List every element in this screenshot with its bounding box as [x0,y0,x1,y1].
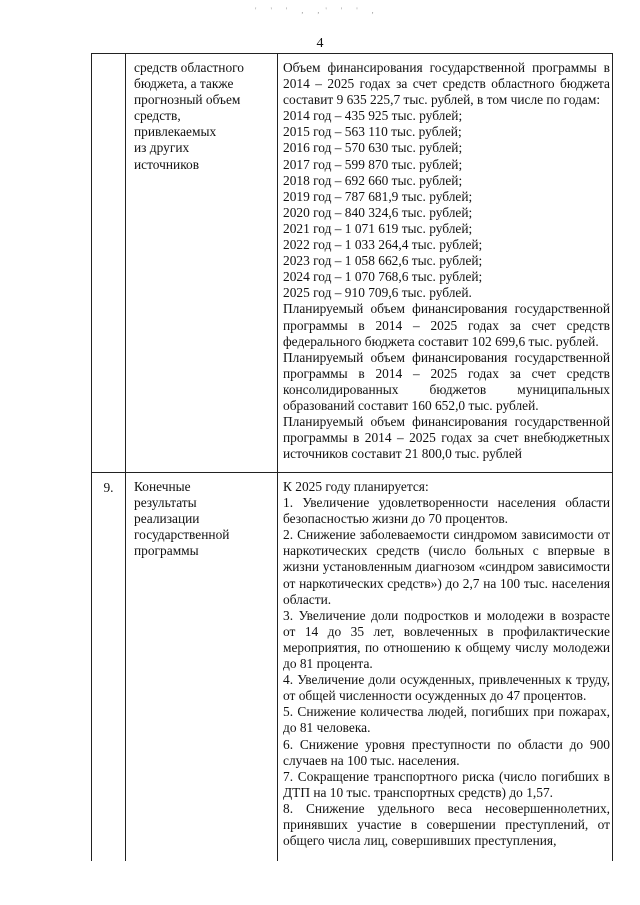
row-content-cell [278,54,613,473]
result-item: 2. Снижение заболеваемости синдромом зависимости от наркотических средств (число больных с впервые в жизни установленным диагнозом «синдром зависимости от наркотических средств») до 2,7 на 100 тыс. населения области. [283,527,610,607]
financing-intro: Объем финансирования государственной программы в 2014 – 2025 годах за счет средств областного бюджета составит 9 635 225,7 тыс. рублей, в том числе по годам: [283,60,610,108]
year-amount: 2015 год – 563 110 тыс. рублей; [283,124,462,140]
row-content-cell [278,473,613,862]
label-line: средств областного [134,60,244,75]
label-line: средств, [134,108,181,124]
year-amount: 2021 год – 1 071 619 тыс. рублей; [283,220,473,236]
year-amount: 2022 год – 1 033 264,4 тыс. рублей; [283,237,483,253]
year-amount: 2014 год – 435 925 тыс. рублей; [283,108,463,124]
year-amount: 2024 год – 1 070 768,6 тыс. рублей; [283,269,483,285]
result-item: 5. Снижение количества людей, погибших при пожарах, до 81 человека. [283,704,610,736]
table-row-results [92,473,613,862]
label-line: результаты [134,495,197,511]
year-amount: 2018 год – 692 660 тыс. рублей; [283,172,463,188]
row-label-cell [126,54,278,473]
label-line: программы [134,543,199,559]
result-item: 7. Сокращение транспортного риска (число погибших в ДТП на 10 тыс. транспортных средств) до 1,57. [283,768,610,800]
page-number: 4 [316,36,324,51]
label-line: государственной [134,527,230,543]
row-number-cell [92,54,126,473]
result-item: 6. Снижение уровня преступности по области до 900 случаев на 100 тыс. населения. [283,736,610,768]
result-item: 1. Увеличение удовлетворенности населения области безопасностью жизни до 70 процентов. [283,495,610,527]
result-item: 3. Увеличение доли подростков и молодежи в возрасте от 14 до 35 лет, вовлеченных в профилактические мероприятия, по отношению к общему числу молодежи до 81 процента. [283,607,610,672]
label-line: Конечные [134,479,191,494]
label-line: из других [134,140,190,156]
label-line: источников [134,156,200,172]
label-line: бюджета, а также [134,76,234,92]
program-passport-table [91,53,613,861]
label-line: прогнозный объем [134,92,241,108]
scan-noise-marks: ' ' ' , ,' ' ' , [255,6,380,15]
municipal-budget-paragraph: Планируемый объем финансирования государственной программы в 2014 – 2025 годах за счет средств консолидированных бюджетов муниципальных образований составит 160 652,0 тыс. рублей. [283,349,610,413]
result-item: 8. Снижение удельного веса несовершеннолетних, принявших участие в совершении преступлений, от общего числа лиц, совершивших преступления, [283,800,610,849]
row-number-cell: 9. [92,473,126,862]
year-amount: 2025 год – 910 709,6 тыс. рублей. [283,285,472,301]
year-amount: 2019 год – 787 681,9 тыс. рублей; [283,188,473,204]
row-label-cell [126,473,278,862]
results-intro: К 2025 году планируется: [283,479,429,494]
year-amount: 2023 год – 1 058 662,6 тыс. рублей; [283,253,483,269]
label-line: реализации [134,511,200,527]
year-amount: 2016 год – 570 630 тыс. рублей; [283,140,463,156]
year-amount: 2017 год – 599 870 тыс. рублей; [283,156,463,172]
year-amount: 2020 год – 840 324,6 тыс. рублей; [283,204,473,220]
federal-budget-paragraph: Планируемый объем финансирования государственной программы в 2014 – 2025 годах за счет средств федерального бюджета составит 102 699,6 тыс. рублей. [283,301,610,349]
label-line: привлекаемых [134,124,217,140]
table-row-financing [92,54,613,473]
result-item: 4. Увеличение доли осужденных, привлеченных к труду, от общей численности осужденных до 47 процентов. [283,672,610,704]
extra-budget-paragraph: Планируемый объем финансирования государственной программы в 2014 – 2025 годах за счет внебюджетных источников составит 21 800,0 тыс. рублей [283,414,610,462]
